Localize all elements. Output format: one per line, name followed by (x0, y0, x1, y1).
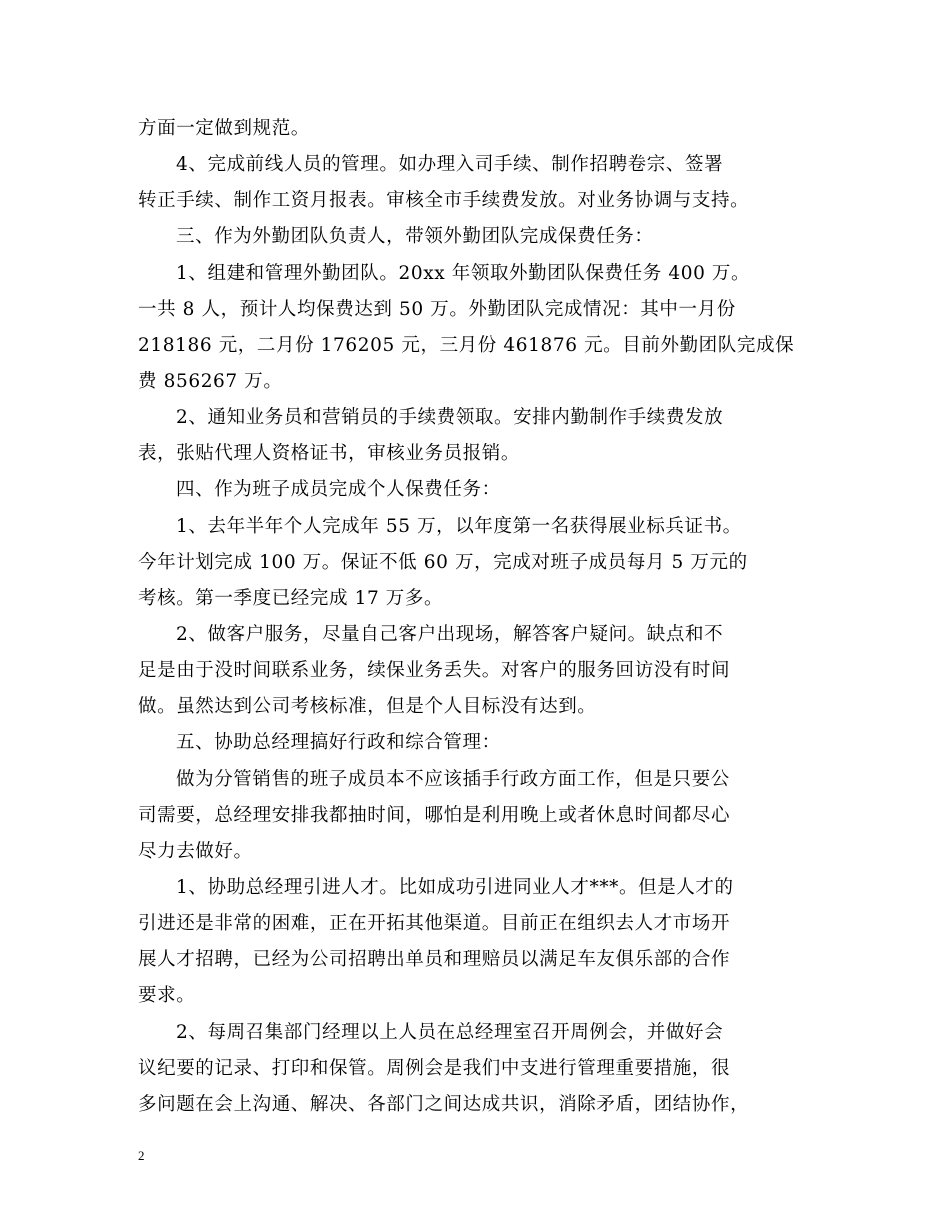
text-line: 要求。 (138, 985, 196, 1007)
text-line: 方面一定做到规范。 (138, 118, 310, 139)
text-line: 做。虽然达到公司考核标准，但是个人目标没有达到。 (138, 696, 597, 718)
text-line: 足是由于没时间联系业务，续保业务丢失。对客户的服务回访没有时间 (138, 660, 731, 682)
text-line: 司需要，总经理安排我都抽时间，哪怕是利用晚上或者休息时间都尽心 (138, 804, 731, 826)
section-heading: 四、作为班子成员完成个人保费任务： (176, 479, 501, 501)
text-line: 议纪要的记录、打印和保管。周例会是我们中支进行管理重要措施，很 (138, 1057, 731, 1079)
text-line: 引进还是非常的困难，正在开拓其他渠道。目前正在组织去人才市场开 (138, 913, 731, 935)
text-line: 今年计划完成 100 万。保证不低 60 万，完成对班子成员每月 5 万元的 (138, 551, 748, 573)
section-heading: 五、协助总经理搞好行政和综合管理： (176, 732, 501, 754)
text-line: 尽力去做好。 (138, 840, 253, 862)
section-heading: 三、作为外勤团队负责人，带领外勤团队完成保费任务： (176, 226, 654, 248)
text-line: 2、每周召集部门经理以上人员在总经理室召开周例会，并做好会 (176, 1021, 724, 1043)
text-line: 做为分管销售的班子成员本不应该插手行政方面工作，但是只要公 (176, 768, 730, 790)
text-line: 1、组建和管理外勤团队。20xx 年领取外勤团队保费任务 400 万。 (176, 262, 751, 284)
text-line: 转正手续、制作工资月报表。审核全市手续费发放。对业务协调与支持。 (138, 190, 750, 212)
text-line: 2、做客户服务，尽量自己客户出现场，解答客户疑问。缺点和不 (176, 623, 724, 645)
text-line: 1、协助总经理引进人才。比如成功引进同业人才***。但是人才的 (176, 876, 734, 898)
text-line: 4、完成前线人员的管理。如办理入司手续、制作招聘卷宗、签署 (176, 154, 724, 176)
document-body (138, 111, 818, 1123)
text-line: 2、通知业务员和营销员的手续费领取。安排内勤制作手续费发放 (176, 407, 724, 429)
text-line: 218186 元，二月份 176205 元，三月份 461876 元。目前外勤团队完成保 (138, 334, 795, 356)
text-line: 考核。第一季度已经完成 17 万多。 (138, 587, 444, 609)
text-line: 展人才招聘，已经为公司招聘出单员和理赔员以满足车友俱乐部的合作 (138, 949, 731, 971)
text-line: 1、去年半年个人完成年 55 万，以年度第一名获得展业标兵证书。 (176, 515, 742, 537)
text-line: 费 856267 万。 (138, 370, 283, 392)
text-line: 一共 8 人，预计人均保费达到 50 万。外勤团队完成情况：其中一月份 (138, 298, 736, 320)
text-line: 表，张贴代理人资格证书，审核业务员报销。 (138, 443, 521, 465)
text-line: 多问题在会上沟通、解决、各部门之间达成共识，消除矛盾，团结协作， (138, 1093, 750, 1115)
page-number: 2 (138, 1148, 145, 1163)
